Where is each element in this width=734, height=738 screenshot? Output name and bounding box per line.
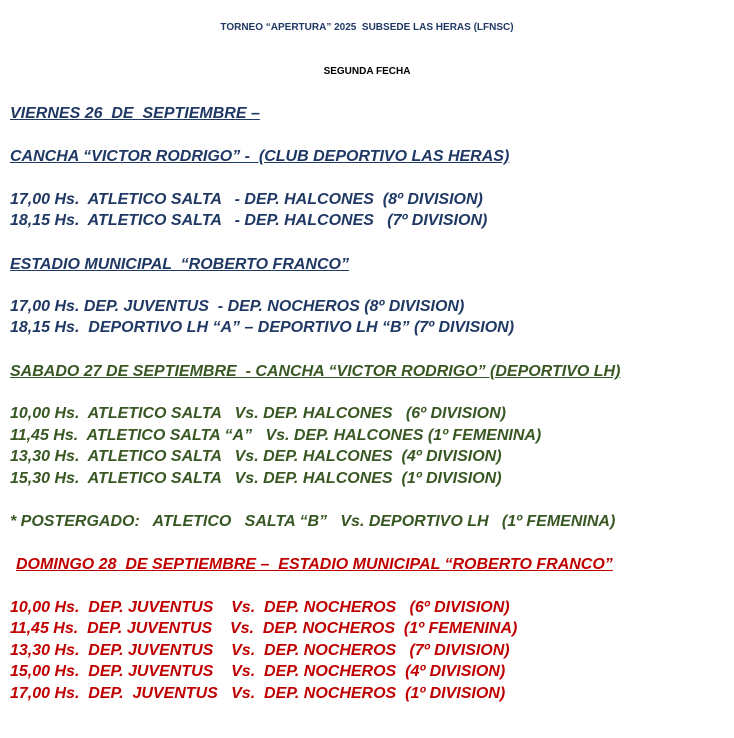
saturday-postponed-note: * POSTERGADO: ATLETICO SALTA “B” Vs. DEPORTIVO LH (1º FEMENINA)	[10, 513, 616, 530]
round-subtitle: SEGUNDA FECHA	[323, 66, 411, 77]
saturday-match-row: 13,30 Hs. ATLETICO SALTA Vs. DEP. HALCONES (4º DIVISION)	[10, 448, 502, 465]
friday-venue-victor-rodrigo: CANCHA “VICTOR RODRIGO” - (CLUB DEPORTIVO LAS HERAS)	[10, 148, 510, 165]
sunday-match-row: 13,30 Hs. DEP. JUVENTUS Vs. DEP. NOCHEROS (7º DIVISION)	[10, 642, 510, 659]
friday-venue-roberto-franco: ESTADIO MUNICIPAL “ROBERTO FRANCO”	[10, 256, 349, 273]
sunday-match-row: 15,00 Hs. DEP. JUVENTUS Vs. DEP. NOCHEROS (4º DIVISION)	[10, 663, 506, 680]
saturday-match-row: 15,30 Hs. ATLETICO SALTA Vs. DEP. HALCONES (1º DIVISION)	[10, 470, 502, 487]
saturday-match-row: 10,00 Hs. ATLETICO SALTA Vs. DEP. HALCONES (6º DIVISION)	[10, 405, 507, 422]
friday-match-row: 17,00 Hs. DEP. JUVENTUS - DEP. NOCHEROS (8º DIVISION)	[10, 298, 465, 315]
friday-match-row: 17,00 Hs. ATLETICO SALTA - DEP. HALCONES (8º DIVISION)	[10, 191, 483, 208]
friday-match-row: 18,15 Hs. DEPORTIVO LH “A” – DEPORTIVO LH “B” (7º DIVISION)	[10, 319, 515, 336]
saturday-heading: SABADO 27 DE SEPTIEMBRE - CANCHA “VICTOR RODRIGO” (DEPORTIVO LH)	[10, 363, 621, 380]
sunday-match-row: 17,00 Hs. DEP. JUVENTUS Vs. DEP. NOCHEROS (1º DIVISION)	[10, 685, 506, 702]
saturday-match-row: 11,45 Hs. ATLETICO SALTA “A” Vs. DEP. HALCONES (1º FEMENINA)	[10, 427, 542, 444]
friday-match-row: 18,15 Hs. ATLETICO SALTA - DEP. HALCONES (7º DIVISION)	[10, 212, 488, 229]
sunday-match-row: 11,45 Hs. DEP. JUVENTUS Vs. DEP. NOCHEROS (1º FEMENINA)	[10, 620, 518, 637]
friday-heading: VIERNES 26 DE SEPTIEMBRE –	[10, 105, 260, 122]
tournament-title: TORNEO “APERTURA” 2025 SUBSEDE LAS HERAS (LFNSC)	[220, 22, 514, 33]
sunday-heading: DOMINGO 28 DE SEPTIEMBRE – ESTADIO MUNICIPAL “ROBERTO FRANCO”	[16, 556, 613, 573]
sunday-match-row: 10,00 Hs. DEP. JUVENTUS Vs. DEP. NOCHEROS (6º DIVISION)	[10, 599, 510, 616]
